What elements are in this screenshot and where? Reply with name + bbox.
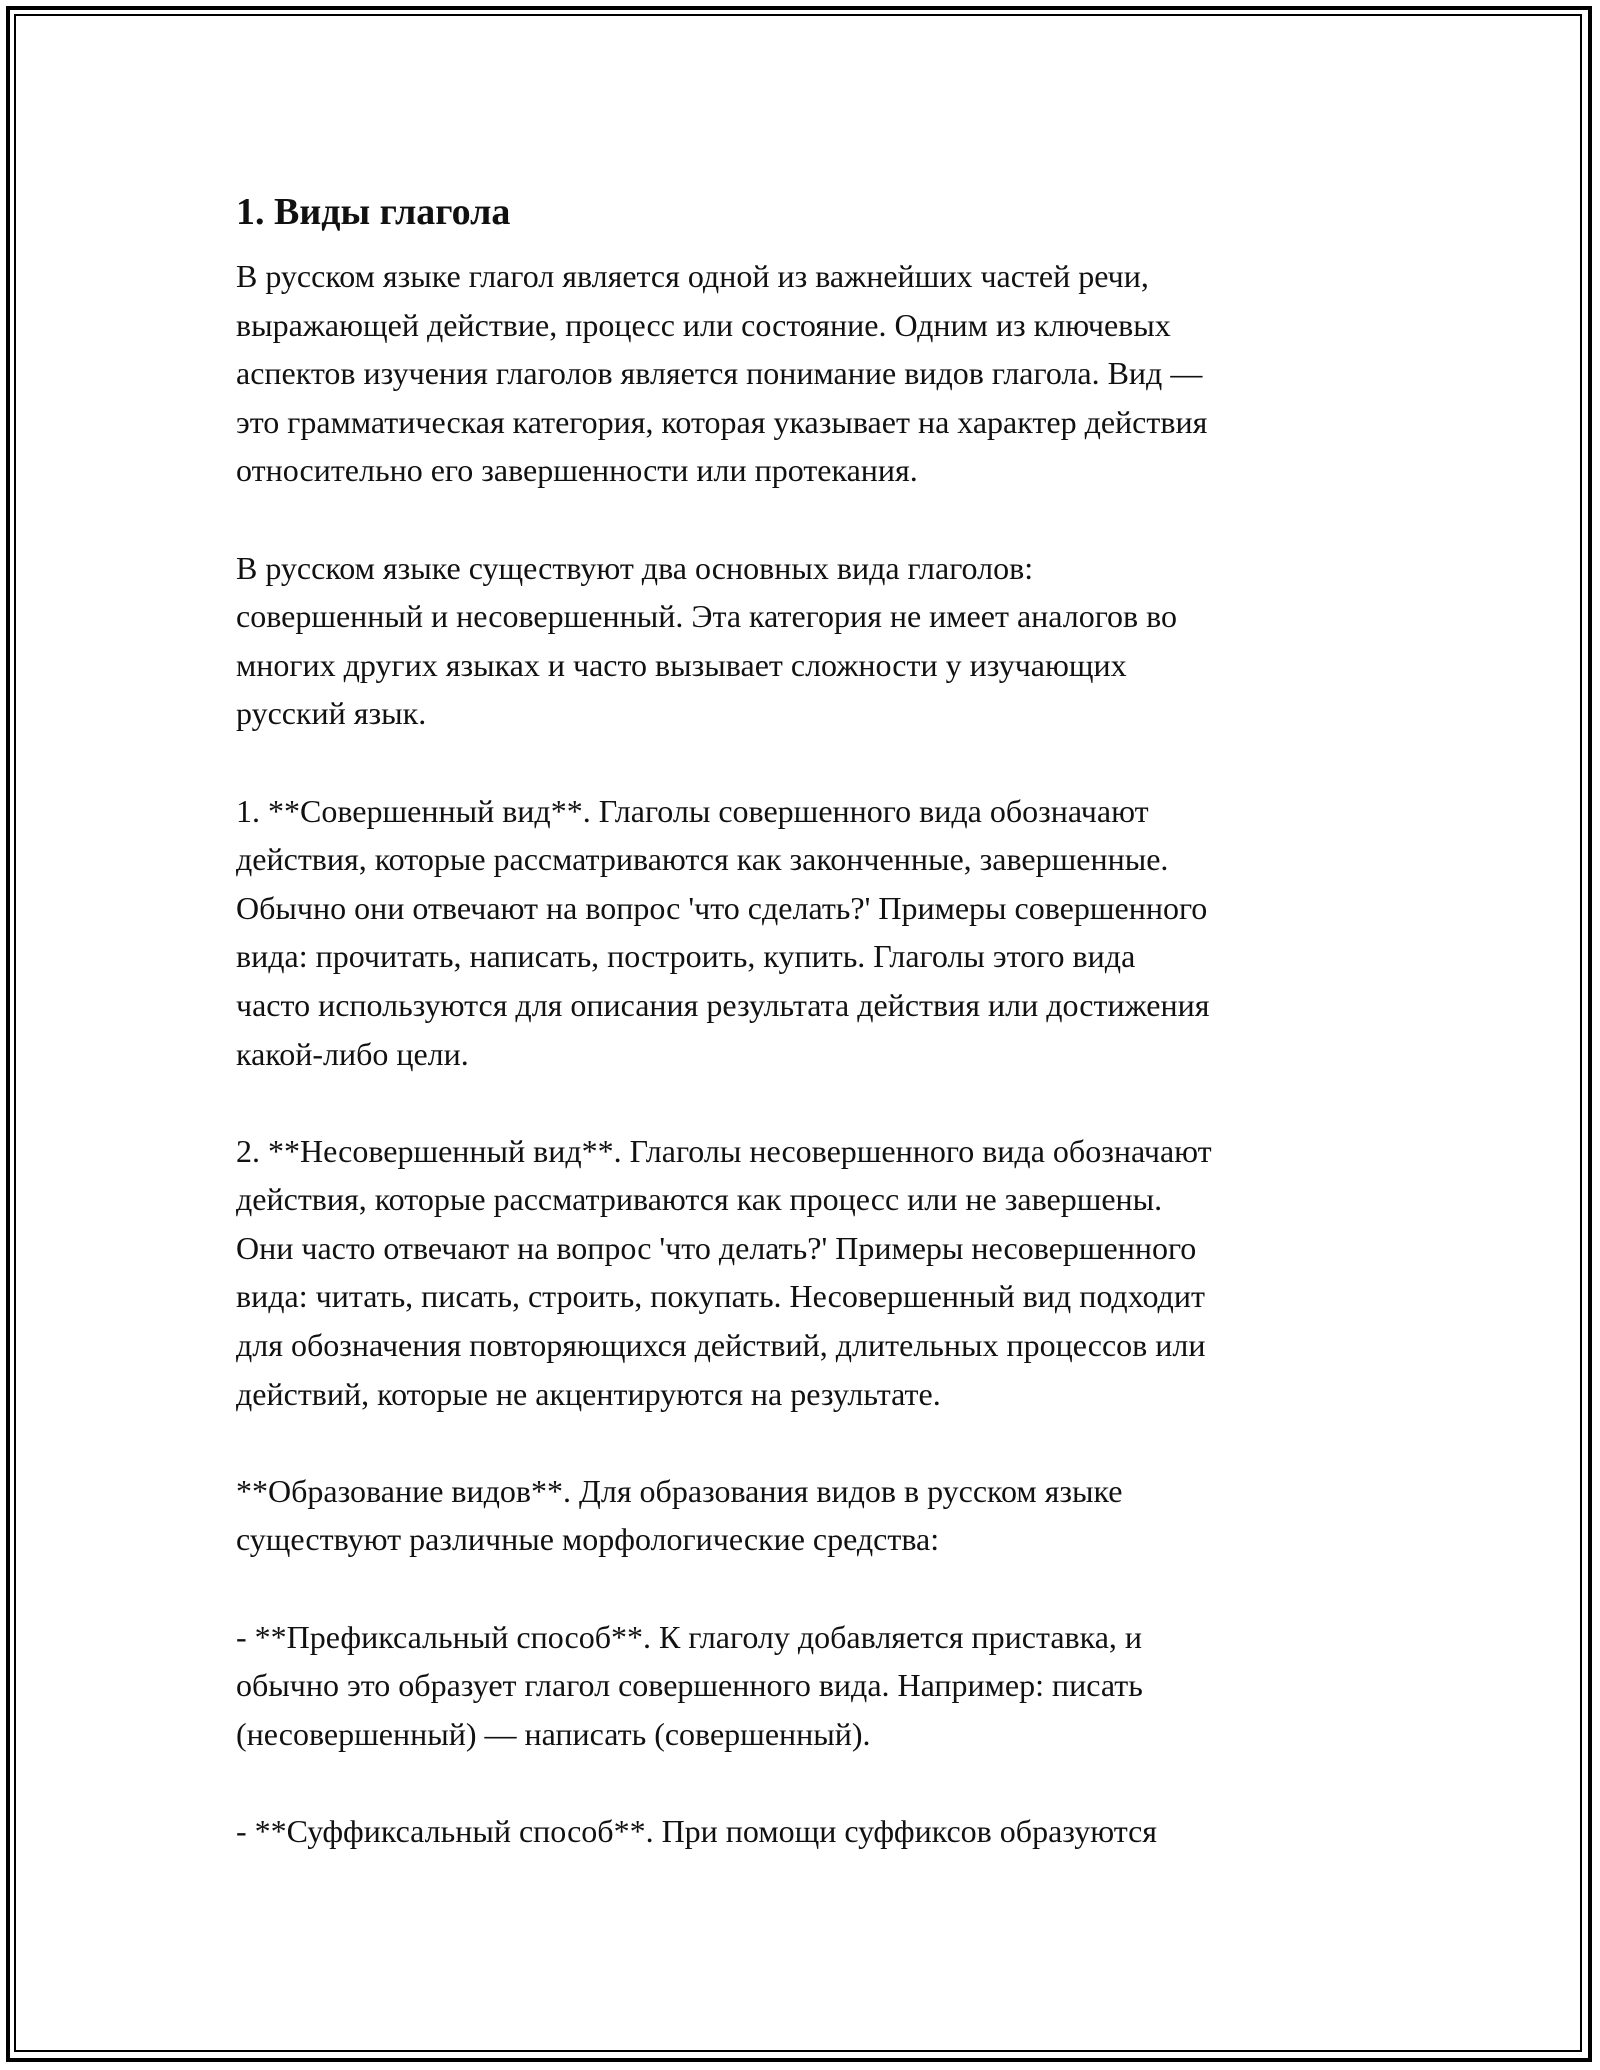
text-line: В русском языке существуют два основных вида глаголов: [236, 549, 1034, 586]
text-line: - **Суффиксальный способ**. При помощи суффиксов образуются [236, 1813, 1158, 1849]
paragraph-two-aspects [236, 544, 1376, 738]
text-line: совершенный и несовершенный. Эта категория не имеет аналогов во [236, 598, 1178, 635]
text-line: действия, которые рассматриваются как процесс или не завершены. [236, 1181, 1163, 1218]
text-line: 2. **Несовершенный вид**. Глаголы несовершенного вида обозначают [236, 1132, 1212, 1169]
text-line: (несовершенный) — написать (совершенный). [236, 1715, 871, 1752]
text-line: вида: читать, писать, строить, покупать. Несовершенный вид подходит [236, 1278, 1205, 1315]
text-line: часто используются для описания результата действия или достижения [236, 986, 1210, 1023]
text-line: русский язык. [236, 695, 427, 732]
text-line: В русском языке глагол является одной из важнейших частей речи, [236, 258, 1149, 294]
document-title: 1. Виды глагола [236, 191, 511, 233]
paragraph-intro [236, 252, 1376, 495]
paragraph-perfective [236, 787, 1376, 1079]
text-line: действий, которые не акцентируются на результате. [236, 1375, 941, 1412]
paragraph-prefixal [236, 1613, 1376, 1759]
paragraph-formation [236, 1467, 1376, 1564]
paragraph-suffixal [236, 1807, 1376, 1856]
text-line: Они часто отвечают на вопрос 'что делать?' Примеры несовершенного [236, 1229, 1197, 1266]
text-line: относительно его завершенности или протекания. [236, 452, 918, 489]
text-line: для обозначения повторяющихся действий, длительных процессов или [236, 1327, 1206, 1364]
text-line: это грамматическая категория, которая указывает на характер действия [236, 403, 1208, 440]
text-line: **Образование видов**. Для образования видов в русском языке [236, 1472, 1123, 1509]
paragraph-imperfective [236, 1127, 1376, 1419]
text-line: Обычно они отвечают на вопрос 'что сделать?' Примеры совершенного [236, 889, 1208, 926]
text-line: обычно это образует глагол совершенного вида. Например: писать [236, 1667, 1143, 1704]
text-line: выражающей действие, процесс или состояние. Одним из ключевых [236, 306, 1171, 343]
text-line: - **Префиксальный способ**. К глаголу добавляется приставка, и [236, 1618, 1143, 1655]
text-line: какой-либо цели. [236, 1035, 469, 1072]
text-line: вида: прочитать, написать, построить, купить. Глаголы этого вида [236, 938, 1136, 975]
text-line: действия, которые рассматриваются как законченные, завершенные. [236, 841, 1169, 878]
text-line: существуют различные морфологические средства: [236, 1521, 940, 1558]
text-line: 1. **Совершенный вид**. Глаголы совершенного вида обозначают [236, 792, 1149, 829]
text-line: аспектов изучения глаголов является понимание видов глагола. Вид — [236, 355, 1203, 392]
document-page [236, 186, 1376, 1904]
text-line: многих других языках и часто вызывает сложности у изучающих [236, 646, 1127, 683]
